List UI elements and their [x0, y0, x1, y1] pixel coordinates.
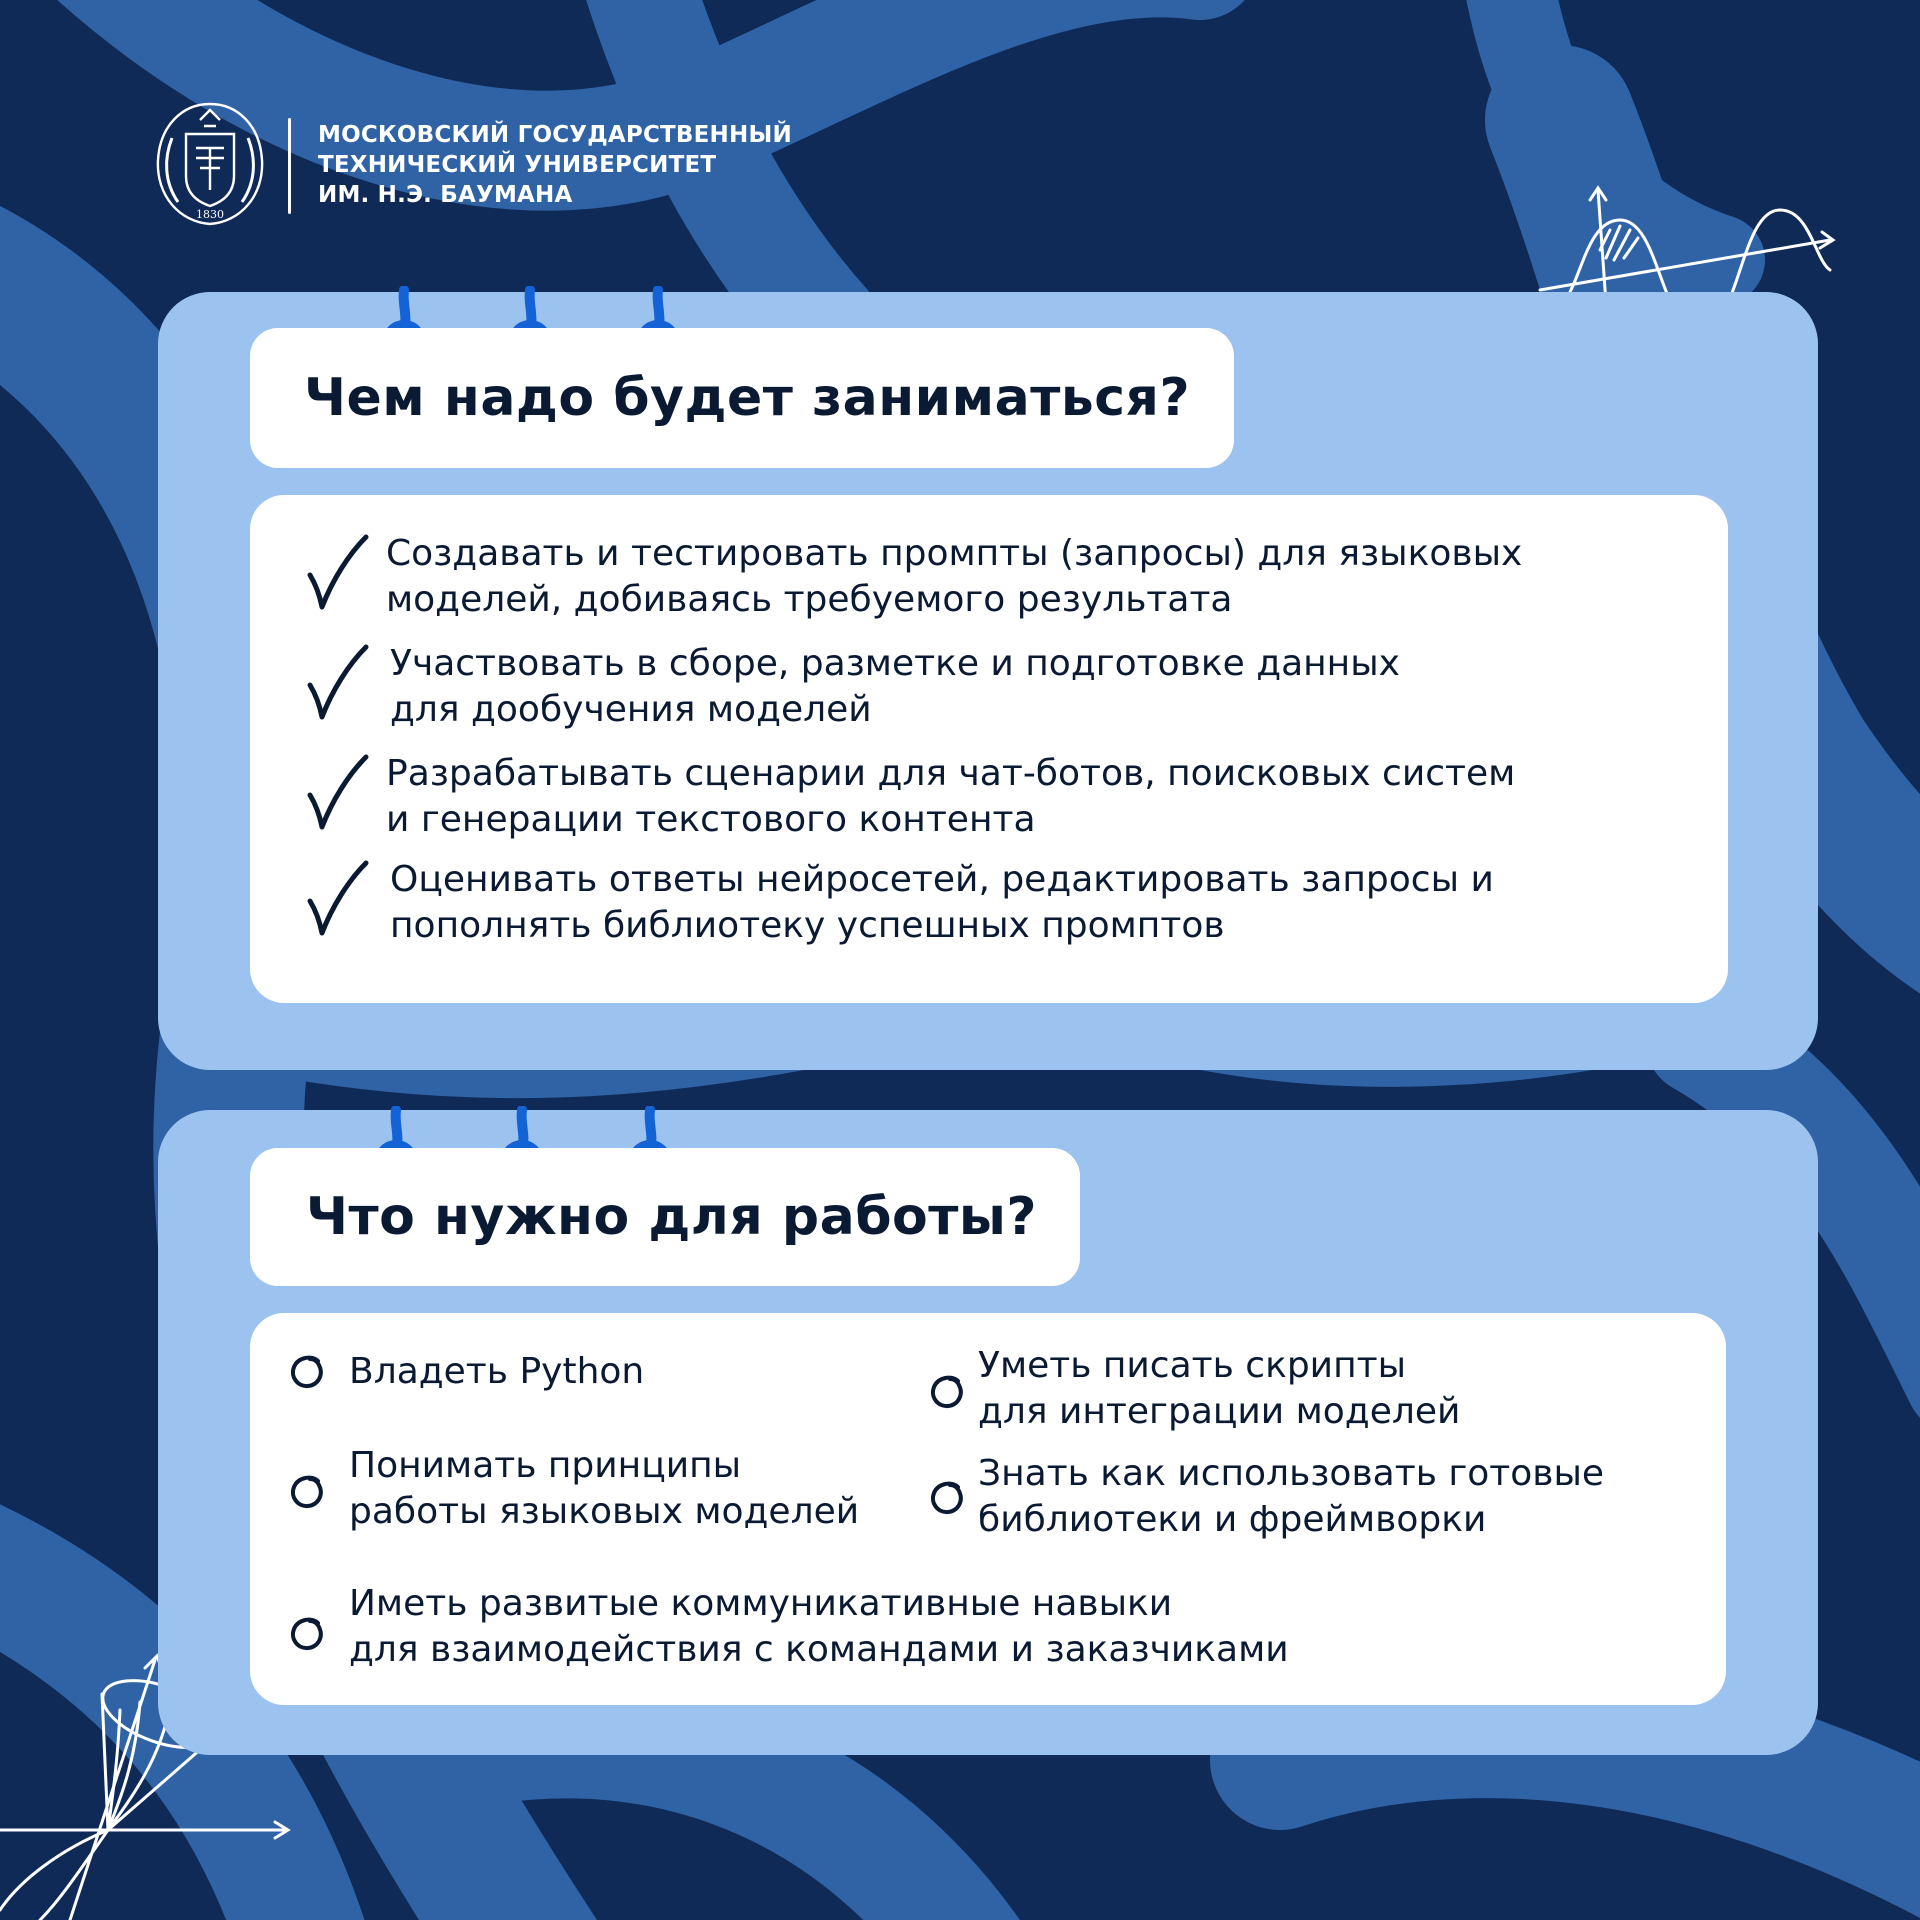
list-item-text	[978, 1343, 1460, 1435]
checkmark-icon	[304, 641, 370, 721]
circle-bullet-icon	[288, 1353, 326, 1391]
list-item-line: Участвовать в сборе, разметке и подготовке данных	[390, 643, 1400, 684]
list-item-line: библиотеки и фреймворки	[978, 1499, 1487, 1540]
logo-divider	[288, 118, 291, 214]
list-item-line: Знать как использовать готовые	[978, 1453, 1605, 1494]
requirements-title: Что нужно для работы?	[306, 1187, 1038, 1247]
list-item-text	[349, 1581, 1289, 1673]
university-name-line: МОСКОВСКИЙ ГОСУДАРСТВЕННЫЙ	[318, 122, 792, 148]
duties-list	[250, 495, 1728, 1003]
university-name	[318, 120, 792, 210]
list-item-line: Владеть Python	[349, 1351, 645, 1392]
circle-bullet-icon	[288, 1473, 326, 1511]
list-item-line: моделей, добиваясь требуемого результата	[386, 579, 1233, 620]
checkmark-icon	[304, 857, 370, 937]
list-item-text	[978, 1451, 1604, 1543]
checkmark-icon	[304, 751, 370, 831]
list-item-line: Создавать и тестировать промпты (запросы) для языковых	[386, 533, 1523, 574]
list-item-line: и генерации текстового контента	[386, 799, 1036, 840]
requirements-title-card	[250, 1148, 1080, 1286]
circle-bullet-icon	[928, 1479, 966, 1517]
list-item-line: Уметь писать скрипты	[978, 1345, 1407, 1386]
duties-title: Чем надо будет заниматься?	[304, 368, 1191, 428]
list-item-text	[390, 641, 1400, 733]
logo-year: 1830	[196, 208, 224, 221]
university-name-line: ИМ. Н.Э. БАУМАНА	[318, 182, 573, 208]
list-item-text	[349, 1349, 644, 1395]
circle-bullet-icon	[288, 1615, 326, 1653]
list-item-line: Иметь развитые коммуникативные навыки	[349, 1583, 1173, 1624]
checkmark-icon	[304, 531, 370, 611]
list-item-line: для интеграции моделей	[978, 1391, 1461, 1432]
list-item-text	[349, 1443, 859, 1535]
university-crest-icon	[150, 98, 270, 230]
circle-bullet-icon	[928, 1373, 966, 1411]
university-name-line: ТЕХНИЧЕСКИЙ УНИВЕРСИТЕТ	[318, 152, 717, 178]
list-item-line: Разрабатывать сценарии для чат-ботов, поисковых систем	[386, 753, 1516, 794]
list-item-line: для взаимодействия с командами и заказчиками	[349, 1629, 1289, 1670]
requirements-list	[250, 1313, 1726, 1705]
duties-title-card	[250, 328, 1234, 468]
list-item-line: для дообучения моделей	[390, 689, 872, 730]
list-item-line: пополнять библиотеку успешных промптов	[390, 905, 1225, 946]
list-item-line: работы языковых моделей	[349, 1491, 860, 1532]
list-item-text	[390, 857, 1494, 949]
list-item-text	[386, 751, 1515, 843]
list-item-line: Понимать принципы	[349, 1445, 742, 1486]
list-item-text	[386, 531, 1522, 623]
list-item-line: Оценивать ответы нейросетей, редактировать запросы и	[390, 859, 1494, 900]
